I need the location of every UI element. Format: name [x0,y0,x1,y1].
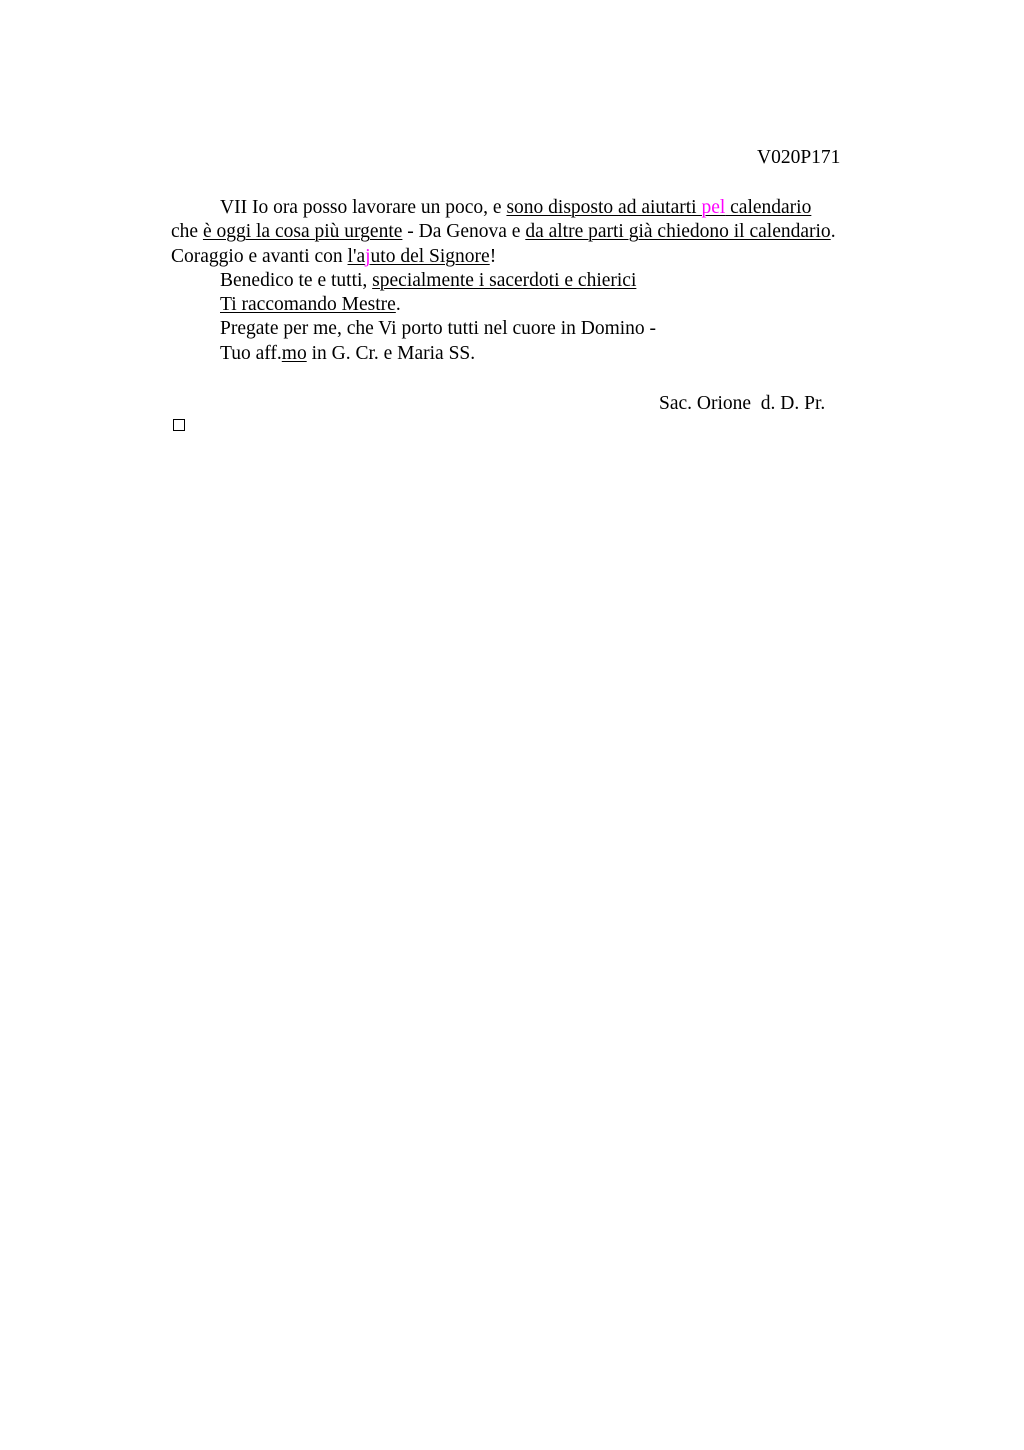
letter-line-1 [171,196,891,220]
line7-text: Tuo aff. [220,342,282,364]
line7-underlined: mo [281,342,307,364]
letter-body [171,196,891,366]
line3-underlined [348,246,490,267]
line1-highlighted-word: pel [701,197,726,218]
line2-underlined-2: da altre parti già chiedono il calendario [525,221,831,243]
line3-underlined-tail: uto del Signore [370,245,490,267]
line1-underlined [506,197,811,218]
page-reference: V020P171 [757,147,841,168]
line1-text: VII Io ora posso lavorare un poco, e [220,197,507,218]
letter-line-4 [171,269,891,293]
line2-middle: - Da Genova e [402,221,526,243]
line5-underlined: Ti raccomando Mestre [220,294,396,316]
line2-underlined-1: è oggi la cosa più urgente [202,221,403,243]
line2-end: . [830,221,836,243]
line3-highlighted-letter: j [365,245,371,267]
end-marker-square-icon [173,419,185,431]
line7-end: in G. Cr. e Maria SS. [306,342,476,364]
letter-line-2 [171,220,891,244]
letter-line-5 [171,293,891,317]
letter-line-6: Pregate per me, che Vi porto tutti nel cuore in Domino - [220,318,657,340]
line3-text: Coraggio e avanti con [171,245,348,267]
signature: Sac. Orione d. D. Pr. [659,393,826,414]
line1-underlined-tail: calendario [725,197,812,218]
line3-end: ! [489,245,497,267]
line3-underlined-head: l'a [347,245,366,267]
line4-text: Benedico te e tutti, [220,269,373,291]
line1-underlined-text: sono disposto ad aiutarti [506,197,702,218]
letter-line-7 [171,342,891,366]
line4-underlined: specialmente i sacerdoti e chierici [372,269,637,291]
letter-line-3 [171,245,891,269]
line2-text: che [171,221,203,243]
line5-end: . [395,294,401,316]
